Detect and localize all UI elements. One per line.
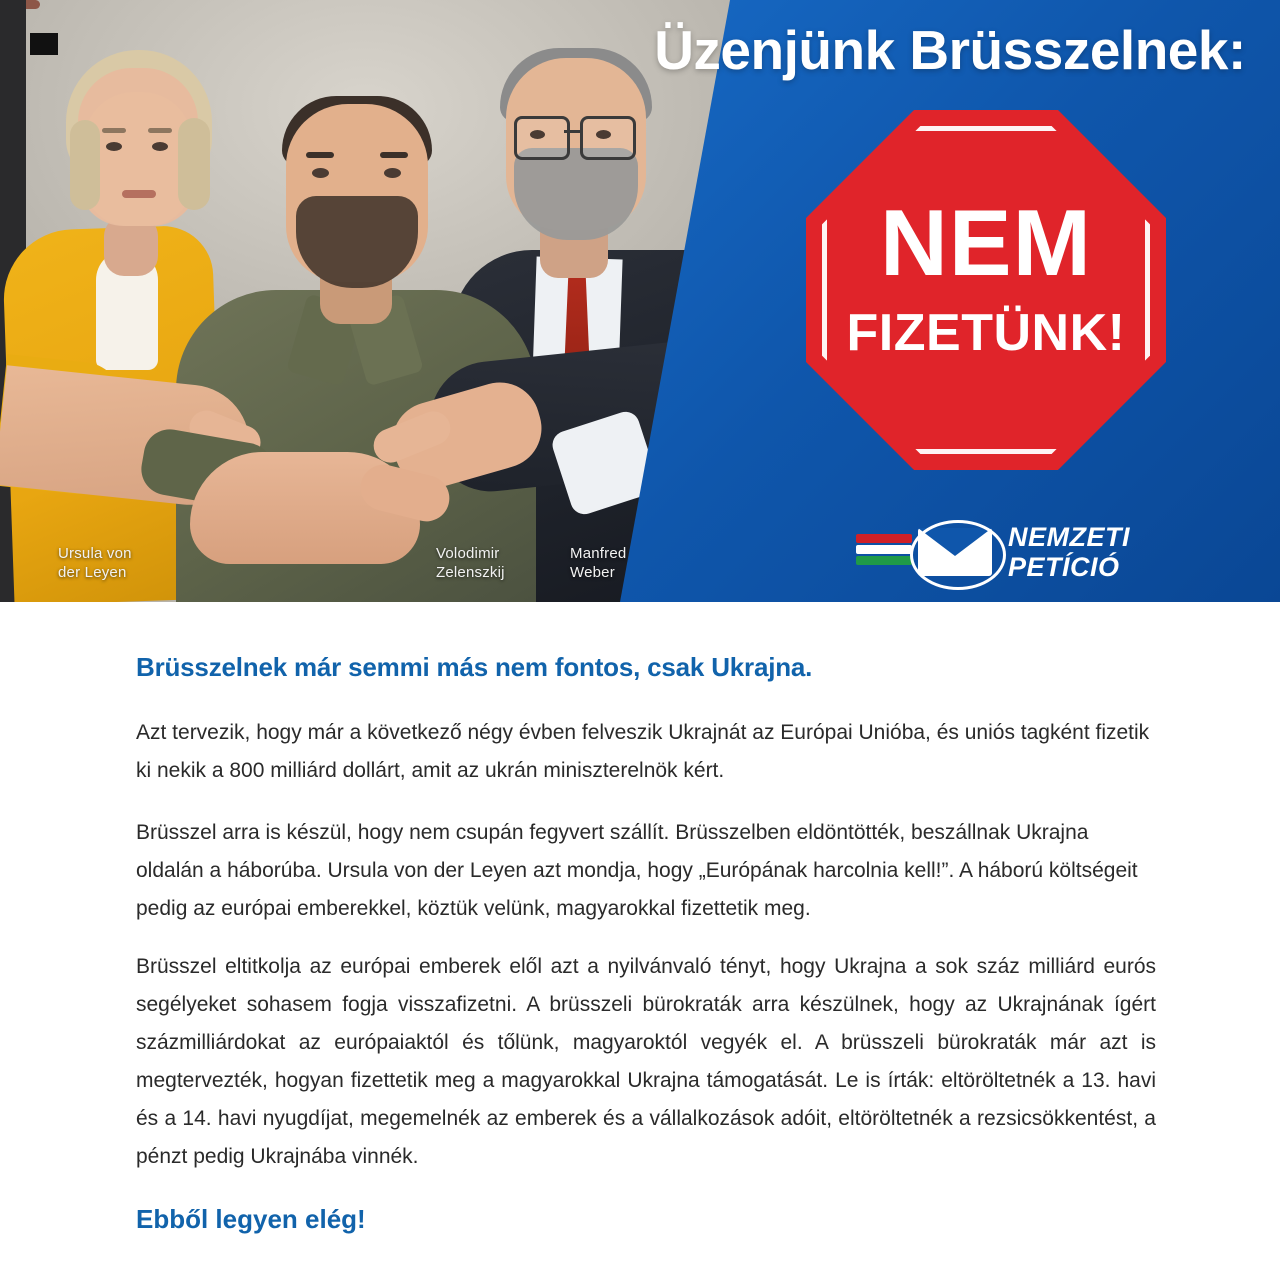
stop-sign-line1: NEM — [880, 190, 1092, 295]
zelensky-brow-left — [306, 152, 334, 158]
article-lead-title: Brüsszelnek már semmi más nem fontos, csak Ukrajna. — [136, 652, 813, 682]
article-paragraph-1: Azt tervezik, hogy már a következő négy évben felveszik Ukrajnát az Európai Unióba, és uniós tagként fizetik ki nekik a 800 milliárd dollárt, amit az ukrán miniszterelnök kért. — [136, 721, 1150, 782]
weber-eye-right — [596, 130, 611, 139]
ursula-eye-left — [106, 142, 122, 151]
envelope-circle-icon — [910, 520, 1006, 590]
banner-headline: Üzenjünk Brüsszelnek: — [654, 19, 1246, 81]
ursula-brow-left — [102, 128, 126, 133]
person-ursula-hair-left — [70, 120, 100, 210]
zelensky-eye-left — [312, 168, 329, 178]
nemzeti-peticio-logo — [856, 520, 1130, 582]
name-tag-ursula-line2: der Leyen — [58, 564, 127, 581]
petition-logo-line2: PETÍCIÓ — [1008, 552, 1120, 582]
name-tag-zelensky — [436, 544, 505, 582]
name-tag-zelensky-line1: Volodimir — [436, 545, 500, 562]
name-tag-ursula — [58, 544, 132, 582]
article-paragraph-3: Brüsszel eltitkolja az európai emberek elől azt a nyilvánvaló tényt, hogy Ukrajna a sok száz milliárd eurós segélyeket sohasem fogja visszafizetni. A brüsszeli bürokraták arra készülnek, hogy az Ukrajnának ígért százmilliárdokat az európaiaktól és tőlünk, magyaroktól vegyék el. A brüsszeli bürokraták már azt is megtervezték, hogyan fizettetik meg a magyarokkal Ukrajna támogatását. Le is írták: eltöröltetnék a 13. havi és a 14. havi nyugdíjat, megemelnék az emberek és a vállalkozások adóit, eltöröltetnék a rezsicsökkentést, a pénzt pedig Ukrajnába vinnék. — [136, 955, 1156, 1168]
banner-photo — [0, 0, 730, 602]
campaign-banner — [0, 0, 1280, 602]
article-closing-line: Ebből legyen elég! — [136, 1204, 366, 1234]
petition-logo-line1: NEMZETI — [1008, 522, 1130, 552]
ursula-mouth — [122, 190, 156, 198]
black-square-marker — [30, 33, 58, 55]
ursula-brow-right — [148, 128, 172, 133]
name-tag-weber-line2: Weber — [570, 564, 615, 581]
article-paragraph-2: Brüsszel arra is készül, hogy nem csupán fegyvert szállít. Brüsszelben eldöntötték, beszállnak Ukrajna oldalán a háborúba. Ursula von der Leyen azt mondja, hogy „Európának harcolnia kell!”. A háború költségeit pedig az európai emberekkel, köztük velünk, magyarokkal fizettetik meg. — [136, 821, 1138, 920]
zelensky-eye-right — [384, 168, 401, 178]
person-weber-beard — [514, 148, 638, 240]
name-tag-zelensky-line2: Zelenszkij — [436, 564, 505, 581]
weber-glasses-bridge — [564, 130, 580, 133]
name-tag-weber — [570, 544, 626, 582]
person-ursula-face — [84, 92, 192, 226]
stop-sign-line2: FIZETÜNK! — [846, 304, 1126, 362]
petition-logo-text — [1008, 522, 1130, 582]
person-ursula-hair-right — [178, 118, 210, 210]
hungarian-flag-icon — [856, 534, 912, 564]
name-tag-ursula-line1: Ursula von — [58, 545, 132, 562]
weber-eye-left — [530, 130, 545, 139]
name-tag-weber-line1: Manfred — [570, 545, 627, 562]
zelensky-brow-right — [380, 152, 408, 158]
ursula-eye-right — [152, 142, 168, 151]
